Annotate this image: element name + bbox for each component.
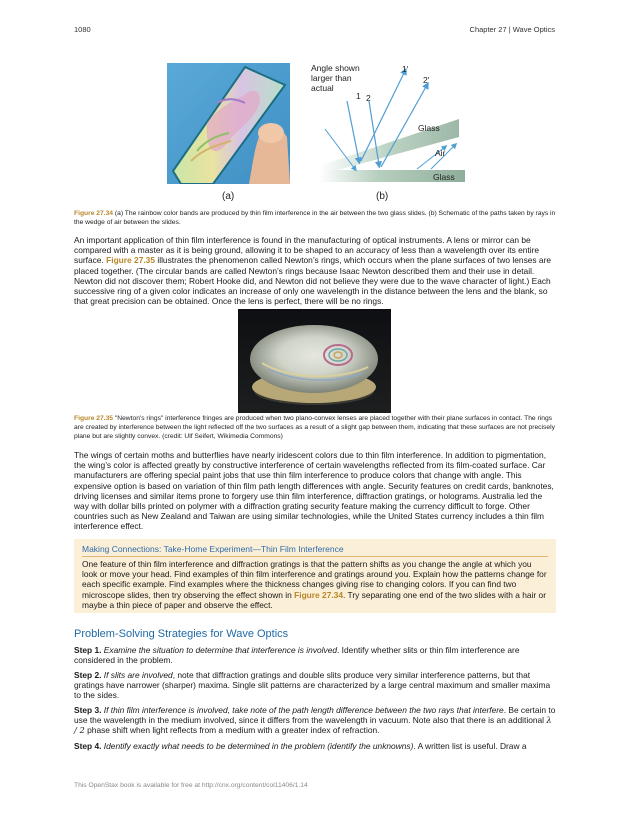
subfigure-b-label: (b) — [376, 191, 389, 202]
page-number: 1080 — [74, 25, 91, 34]
step-3: Step 3. If thin film interference is involved, take note of the path length difference between the two rays that interfere. Be certain to use the wavelength in the medium involved, since it differs from the wavelength in vacuum. Note also that there is an additional λ / 2 phase shift when light reflects from a medium with a greater index of refraction. — [74, 705, 556, 736]
figure-27-34a-photo — [167, 63, 290, 184]
lambda-half: λ / 2 — [74, 715, 552, 736]
making-connections-text: One feature of thin film interference and diffraction gratings is that the pattern shifts as you change the angle at which you look or move your head. Find examples of thin film interference and gratings around you. Explain how the patterns change for each specific example. Find examples where the thickness changes giving rise to changing colors. If you can find two microscope slides, then try observing the effect shown in Figure 27.34. Try separating one end of the two slides with a hair or maybe a thin piece of paper and observe the effect. — [82, 559, 547, 610]
figure-27-35-photo — [238, 309, 391, 413]
ray-2-label: 2 — [366, 93, 371, 103]
figure-27-34-label: Figure 27.34 — [74, 210, 114, 217]
subfigure-a-label: (a) — [222, 191, 235, 202]
box-divider — [82, 556, 548, 557]
step-2: Step 2. If slits are involved, note that diffraction gratings and double slits produce very similar interference patterns, but that gratings have narrower (sharper) maxima. Single slit patterns are characterized by a large central maximum and smaller maxima to the sides. — [74, 670, 551, 701]
step-4: Step 4. Identify exactly what needs to be determined in the problem (identify the unknowns). A written list is useful. Draw a — [74, 741, 527, 751]
figure-27-35-link[interactable]: Figure 27.35 — [106, 255, 156, 266]
ray-2p-label: 2′ — [423, 75, 430, 85]
paragraph-iridescence: The wings of certain moths and butterflies have nearly iridescent colors due to thin film interference. In addition to pigmentation, the wing’s color is affected greatly by constructive interference of certain wavelengths reflected from its film-coated surface. Car manufacturers are offering special paint jobs that use thin film interference to produce colors that change with angle. This expensive option is based on variation of thin film path length differences with angle. Security features on credit cards, banknotes, driving licenses and similar items prone to forgery use thin film interference, diffraction gratings, or holograms. Australia led the way with dollar bills printed on polymer with a diffraction grating security feature making the currency difficult to forge. Other countries such as New Zealand and Taiwan are using similar technologies, while the United States currency includes a thin film interference effect. — [74, 450, 554, 532]
section-heading: Problem-Solving Strategies for Wave Optics — [74, 628, 289, 640]
glass-top-label: Glass — [418, 123, 440, 133]
figure-27-34b-schematic — [309, 61, 466, 186]
chapter-title: Chapter 27 | Wave Optics — [469, 25, 555, 34]
making-connections-title: Making Connections: Take-Home Experiment—Thin Film Interference — [82, 544, 344, 554]
making-connections-box — [74, 539, 556, 613]
air-label: Air — [435, 148, 446, 158]
ray-1-label: 1 — [356, 91, 361, 101]
figure-27-34-link[interactable]: Figure 27.34 — [294, 589, 344, 600]
step-1: Step 1. Examine the situation to determine that interference is involved. Identify whether slits or thin film interference are considered in the problem. — [74, 645, 520, 666]
footer-attribution: This OpenStax book is available for free at http://cnx.org/content/col11406/1.14 — [74, 782, 308, 789]
figure-27-34-caption: Figure 27.34 (a) The rainbow color bands are produced by thin film interference in the air between the two glass slides. (b) Schematic of the paths taken by rays in the wedge of air between the slides. — [74, 210, 556, 227]
figure-27-35-caption: Figure 27.35 "Newton's rings" interference fringes are produced when two plano-convex lenses are placed together with their plane surfaces in contact. The rings are created by interference between the light reflected off the two surfaces as a result of a slight gap between them, indicating that these surfaces are not precisely plane but are slightly convex. (credit: Ulf Seifert, Wikimedia Commons) — [74, 415, 555, 441]
paragraph-newtons-rings: An important application of thin film interference is found in the manufacturing of optical instruments. A lens or mirror can be compared with a master as it is being ground, allowing it to be shaped to an accuracy of less than a wavelength over its entire surface. Figure 27.35 illustrates the phenomenon called Newton’s rings, which occurs when the plane surfaces of two lenses are placed together. (The circular bands are called Newton’s rings because Isaac Newton described them and their use in detail. Newton did not discover them; Robert Hooke did, and Newton did not believe they were due to the wave character of light.) Each successive ring of a given color indicates an increase of only one wavelength in the distance between the lens and the blank, so that great precision can be obtained. Once the lens is perfect, there will be no rings. — [74, 235, 552, 307]
ray-1p-label: 1′ — [402, 64, 409, 74]
glass-bottom-label: Glass — [433, 172, 455, 182]
angle-note: Angle shown larger than actual — [311, 63, 360, 93]
figure-27-35-label: Figure 27.35 — [74, 415, 114, 422]
